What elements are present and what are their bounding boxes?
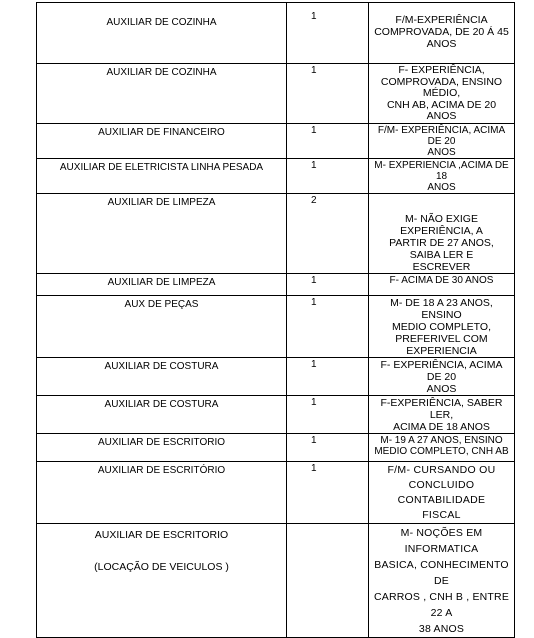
job-title: AUXILIAR DE COSTURA [104,398,219,410]
requirements-cell [369,433,515,461]
table-row [37,123,515,158]
table-row [37,3,515,64]
table-row [37,158,515,193]
job-title: AUXILIAR DE FINANCEIRO [98,126,225,138]
requirements-cell [369,123,515,158]
job-title-cell [37,295,287,357]
job-title: AUX DE PEÇAS [124,298,199,310]
quantity-cell: 1 [287,433,369,461]
job-title-cell [37,64,287,124]
job-title-cell [37,193,287,273]
job-title: AUXILIAR DE ESCRITORIO [97,436,226,448]
job-title-cell [37,158,287,193]
quantity-cell: 1 [287,395,369,433]
job-title: AUXILIAR DE COSTURA [104,360,219,372]
quantity-cell: 1 [287,158,369,193]
job-title-cell [37,123,287,158]
job-title: AUXILIAR DE LIMPEZA [107,196,216,208]
requirements-text: F/M-EXPERIÊNCIA COMPROVADA, DE 20 Á 45 ANOS [374,14,509,50]
quantity-cell: 1 [287,123,369,158]
requirements-cell [369,3,515,64]
requirements-text: F- ACIMA DE 30 ANOS [389,274,494,286]
job-title-cell [37,523,287,637]
requirements-text: M- 19 A 27 ANOS, ENSINO MEDIO COMPLETO, CNH AB [374,434,509,457]
table-row [37,295,515,357]
requirements-text: F/M- CURSANDO OU CONCLUIDO CONTABILIDADE FISCAL [387,463,496,521]
table-row [37,433,515,461]
table-row [37,395,515,433]
quantity-cell: 2 [287,193,369,273]
job-title: AUXILIAR DE ESCRITORIO (LOCAÇÃO DE VEICULOS ) [94,528,229,573]
requirements-cell [369,395,515,433]
job-title: AUXILIAR DE ELETRICISTA LINHA PESADA [59,161,264,173]
requirements-cell [369,523,515,637]
quantity-cell: 1 [287,357,369,395]
job-title-cell [37,395,287,433]
requirements-cell [369,295,515,357]
requirements-text: F/M- EXPERIÊNCIA, ACIMA DE 20 ANOS [377,124,506,158]
requirements-text: M- DE 18 A 23 ANOS, ENSINO MEDIO COMPLETO, PREFERIVEL COM EXPERIENCIA [390,296,493,357]
requirements-cell [369,273,515,295]
table-row [37,64,515,124]
job-title-cell [37,273,287,295]
quantity-cell: 1 [287,461,369,523]
requirements-text: F-EXPERIÊNCIA, SABER LER, ACIMA DE 18 ANOS [380,396,503,433]
requirements-cell [369,193,515,273]
table-row [37,357,515,395]
table-row [37,193,515,273]
job-title-cell [37,3,287,64]
table-row [37,523,515,637]
requirements-text: M- NÃO EXIGE EXPERIÊNCIA, A PARTIR DE 27 ANOS, SAIBA LER E ESCREVER [389,212,494,273]
requirements-cell [369,64,515,124]
job-title: AUXILIAR DE COZINHA [106,67,217,78]
quantity-cell: 1 [287,64,369,124]
quantity-cell: 1 [287,3,369,64]
quantity-cell: 1 [287,295,369,357]
job-title-cell [37,433,287,461]
requirements-text: M- NOÇÕES EM INFORMATICA BASICA, CONHECIMENTO DE CARROS , CNH B , ENTRE 22 A 38 ANOS [373,526,510,635]
job-title-cell [37,357,287,395]
requirements-text: F- EXPERIÊNCIA, ACIMA DE 20 ANOS [380,358,503,395]
quantity-cell [287,523,369,637]
requirements-cell [369,158,515,193]
requirements-text: M- EXPERIENCIA ,ACIMA DE 18 ANOS [374,159,509,193]
job-title: AUXILIAR DE ESCRITÓRIO [97,464,226,476]
table-row [37,273,515,295]
quantity-cell: 1 [287,273,369,295]
table-row [37,461,515,523]
job-title: AUXILIAR DE COZINHA [106,17,217,28]
requirements-cell [369,357,515,395]
job-openings-table [36,2,515,638]
job-title: AUXILIAR DE LIMPEZA [107,276,216,288]
requirements-text: F- EXPERIÊNCIA, COMPROVADA, ENSINO MÉDIO, CNH AB, ACIMA DE 20 ANOS [380,64,503,122]
job-title-cell [37,461,287,523]
requirements-cell [369,461,515,523]
